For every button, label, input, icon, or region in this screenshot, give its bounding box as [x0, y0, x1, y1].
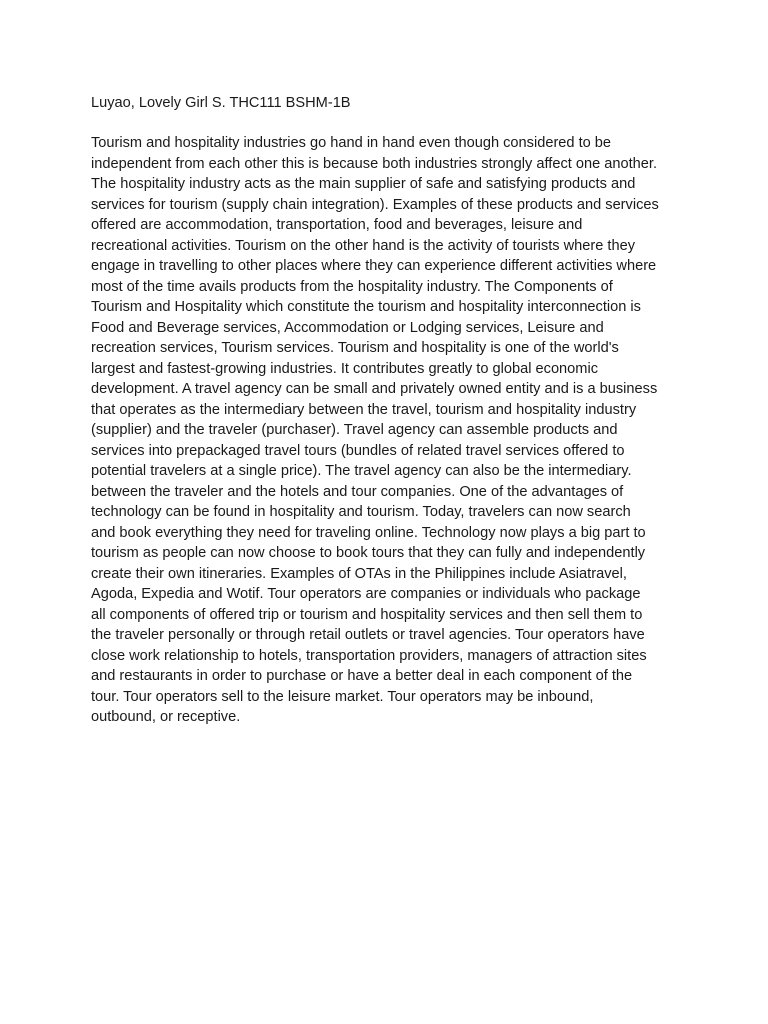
paragraph-line: tourism as people can now choose to book tours that they can fully and independently — [91, 545, 646, 561]
paragraph-line: Agoda, Expedia and Wotif. Tour operators are companies or individuals who package — [91, 586, 641, 602]
paragraph-line: Tourism and hospitality industries go hand in hand even though considered to be — [91, 135, 612, 151]
author-course-header: Luyao, Lovely Girl S. THC111 BSHM-1B — [91, 95, 351, 111]
paragraph-line: that operates as the intermediary between the travel, tourism and hospitality industry — [91, 401, 637, 418]
essay-paragraph — [91, 133, 691, 728]
paragraph-line: outbound, or receptive. — [91, 709, 241, 725]
paragraph-line: recreation services, Tourism services. Tourism and hospitality is one of the world's — [91, 340, 619, 356]
paragraph-line: (supplier) and the traveler (purchaser). Travel agency can assemble products and — [91, 422, 618, 438]
paragraph-line: Food and Beverage services, Accommodation or Lodging services, Leisure and — [91, 319, 604, 336]
paragraph-line: recreational activities. Tourism on the other hand is the activity of tourists where they — [91, 237, 636, 254]
paragraph-line: Tourism and Hospitality which constitute the tourism and hospitality interconnection is — [91, 299, 641, 315]
paragraph-line: independent from each other this is because both industries strongly affect one another. — [91, 155, 658, 172]
paragraph-line: all components of offered trip or tourism and hospitality services and then sell them to — [91, 606, 643, 623]
paragraph-line: tour. Tour operators sell to the leisure market. Tour operators may be inbound, — [91, 688, 594, 705]
paragraph-line: most of the time avails products from the hospitality industry. The Components of — [91, 278, 613, 295]
paragraph-line: offered are accommodation, transportation, food and beverages, leisure and — [91, 217, 583, 233]
paragraph-line: between the traveler and the hotels and tour companies. One of the advantages of — [91, 483, 624, 500]
paragraph-line: services into prepackaged travel tours (bundles of related travel services offered to — [91, 442, 625, 459]
paragraph-line: services for tourism (supply chain integration). Examples of these products and services — [91, 196, 659, 213]
paragraph-line: create their own itineraries. Examples of OTAs in the Philippines include Asiatravel, — [91, 565, 627, 582]
paragraph-line: and book everything they need for traveling online. Technology now plays a big part to — [91, 524, 646, 541]
paragraph-line: technology can be found in hospitality and tourism. Today, travelers can now search — [91, 504, 631, 520]
paragraph-line: potential travelers at a single price). The travel agency can also be the intermediary. — [91, 463, 632, 479]
paragraph-line: and restaurants in order to purchase or have a better deal in each component of the — [91, 668, 633, 684]
paragraph-line: development. A travel agency can be small and privately owned entity and is a business — [91, 381, 658, 397]
paragraph-line: The hospitality industry acts as the main supplier of safe and satisfying products and — [91, 176, 636, 192]
paragraph-line: engage in travelling to other places where they can experience different activities where — [91, 258, 657, 274]
paragraph-line: largest and fastest-growing industries. It contributes greatly to global economic — [91, 360, 598, 377]
paragraph-line: close work relationship to hotels, transportation providers, managers of attraction sites — [91, 647, 647, 664]
paragraph-line: the traveler personally or through retail outlets or travel agencies. Tour operators have — [91, 627, 645, 643]
